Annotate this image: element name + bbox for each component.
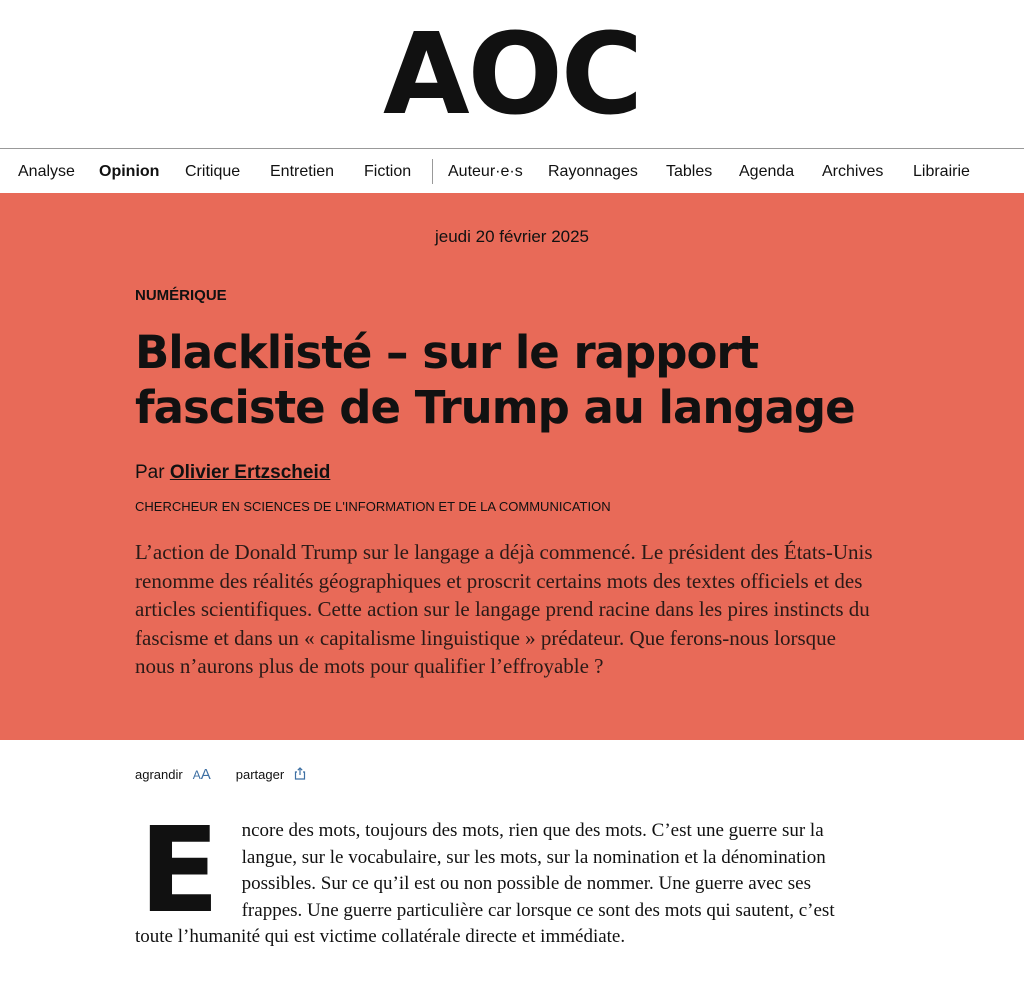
article-title: Blacklisté – sur le rapport fasciste de Trump au langage — [135, 326, 855, 434]
nav-item-tables[interactable]: Tables — [666, 163, 713, 180]
nav-item-opinion[interactable]: Opinion — [99, 163, 160, 180]
nav-item-critique[interactable]: Critique — [185, 163, 241, 180]
article-lede: L’action de Donald Trump sur le langage a déjà commencé. Le président des États-Unis renomme des réalités géographiques et proscrit certains mots des textes officiels et des articles scientifiques. Cette action sur le langage prend racine dans les pires instincts du fascisme et dans un « capitalisme linguistique » prédateur. Que ferons-nous lorsque nous n’aurons plus de mots pour qualifier l’effroyable ? — [135, 540, 873, 678]
site-logo[interactable] — [0, 10, 1024, 140]
nav-item-librairie[interactable]: Librairie — [913, 163, 970, 180]
nav-item-entretien[interactable]: Entretien — [270, 163, 335, 180]
nav-item-agenda[interactable]: Agenda — [739, 163, 795, 180]
author-link[interactable]: Olivier Ertzscheid — [169, 462, 331, 483]
article-rubric[interactable]: NUMÉRIQUE — [135, 287, 227, 304]
share-icon[interactable] — [294, 767, 306, 783]
nav-item-analyse[interactable]: Analyse — [18, 163, 75, 180]
drop-cap: E — [139, 801, 220, 939]
enlarge-label[interactable]: agrandir — [135, 767, 183, 782]
nav-item-fiction[interactable]: Fiction — [364, 163, 412, 180]
author-role: CHERCHEUR EN SCIENCES DE L'INFORMATION ET DE LA COMMUNICATION — [135, 499, 611, 514]
article-tools — [135, 766, 306, 783]
article-header — [0, 193, 1024, 740]
nav-item-auteurs[interactable]: Auteur·e·s — [448, 163, 523, 180]
byline — [135, 462, 330, 484]
nav-divider — [432, 159, 433, 184]
text-size-icon[interactable]: AA — [192, 766, 211, 783]
nav-item-archives[interactable]: Archives — [822, 163, 884, 180]
byline-prefix: Par — [135, 462, 170, 483]
article-body — [135, 801, 865, 951]
article-date: jeudi 20 février 2025 — [434, 227, 590, 246]
body-paragraph: ncore des mots, toujours des mots, rien que des mots. C’est une guerre sur la langue, sur le vocabulaire, sur les mots, sur la nomination et la dénomination possibles. Sur ce qu’il est ou non possible de nommer. Une guerre avec ses frappes. Une guerre particulière car lorsque ce sont des mots qui sautent, c’est toute l’humanité qui est victime collatérale directe et immédiate. — [135, 820, 835, 947]
share-label[interactable]: partager — [235, 767, 285, 782]
main-nav — [0, 148, 1024, 192]
logo-text: AOC — [382, 10, 642, 140]
nav-item-rayonnages[interactable]: Rayonnages — [548, 163, 638, 180]
